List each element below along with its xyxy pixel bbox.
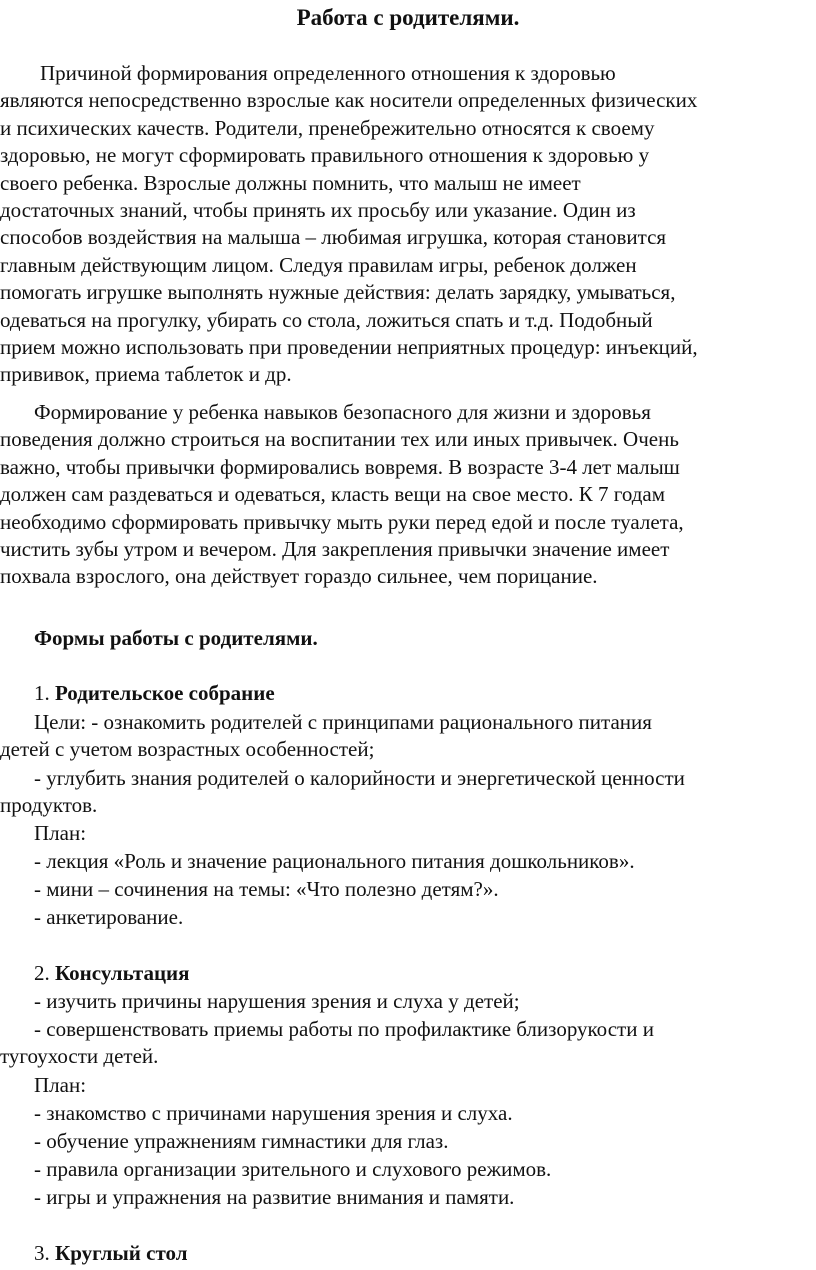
section-title: Родительское собрание: [55, 681, 275, 705]
paragraph-line: помогать игрушке выполнять нужные действия: делать зарядку, умываться,: [0, 280, 676, 305]
section-1-heading: [34, 680, 275, 707]
intro-paragraph: [0, 60, 812, 389]
section-2-goal-line: тугоухости детей.: [0, 1044, 159, 1068]
paragraph-line: чистить зубы утром и вечером. Для закрепления привычки значение имеет: [0, 537, 670, 562]
paragraph-line: поведения должно строиться на воспитании тех или иных привычек. Очень: [0, 427, 679, 452]
paragraph-line: здоровью, не могут сформировать правильного отношения к здоровью у: [0, 143, 650, 168]
section-1-goals-line: продуктов.: [0, 793, 98, 817]
section-title: Консультация: [55, 961, 190, 985]
section-1-goals-line: детей с учетом возрастных особенностей;: [0, 737, 375, 761]
section-2-plan-item: - знакомство с причинами нарушения зрения и слуха.: [34, 1101, 513, 1125]
paragraph-line: прием можно использовать при проведении неприятных процедур: инъекций,: [0, 335, 698, 360]
section-number: 2.: [34, 961, 50, 985]
paragraph-line: достаточных знаний, чтобы принять их просьбу или указание. Один из: [0, 198, 636, 223]
paragraph-line: главным действующим лицом. Следуя правилам игры, ребенок должен: [0, 252, 637, 277]
paragraph-line: своего ребенка. Взрослые должны помнить, что малыш не имеет: [0, 170, 581, 195]
paragraph-line: необходимо сформировать привычку мыть руки перед едой и после туалета,: [0, 509, 684, 534]
section-1-goals-line: - углубить знания родителей о калорийности и энергетической ценности: [34, 766, 685, 790]
paragraph-line: являются непосредственно взрослые как носители определенных физических: [0, 88, 698, 113]
paragraph-line: и психических качеств. Родители, пренебрежительно относятся к своему: [0, 115, 655, 140]
section-2-plan-item: - игры и упражнения на развитие внимания и памяти.: [34, 1185, 515, 1209]
page-title: Работа с родителями.: [296, 5, 520, 30]
paragraph-line: должен сам раздеваться и одеваться, класть вещи на свое место. К 7 годам: [0, 482, 666, 507]
paragraph-line: Формирование у ребенка навыков безопасного для жизни и здоровья: [34, 400, 651, 424]
section-2-plan-item: - обучение упражнениям гимнастики для глаз.: [34, 1129, 449, 1153]
section-number: 3.: [34, 1241, 50, 1265]
section-2-goal-line: - совершенствовать приемы работы по профилактике близорукости и: [34, 1017, 654, 1041]
paragraph-line: способов воздействия на малыша – любимая игрушка, которая становится: [0, 225, 667, 250]
section-1-plan-item: - лекция «Роль и значение рационального питания дошкольников».: [34, 849, 635, 873]
section-title: Круглый стол: [55, 1241, 188, 1265]
paragraph-line: Причиной формирования определенного отношения к здоровью: [40, 61, 616, 85]
section-2-plan-label: План:: [34, 1073, 87, 1097]
paragraph-line: прививок, приема таблеток и др.: [0, 362, 292, 387]
section-1-plan-item: - анкетирование.: [34, 905, 184, 929]
section-number: 1.: [34, 681, 50, 705]
section-2-plan-item: - правила организации зрительного и слухового режимов.: [34, 1157, 552, 1181]
habits-paragraph: [0, 399, 812, 591]
section-1-plan-item: - мини – сочинения на темы: «Что полезно детям?».: [34, 877, 499, 901]
section-2-goal-line: - изучить причины нарушения зрения и слуха у детей;: [34, 989, 520, 1013]
paragraph-line: одеваться на прогулку, убирать со стола, ложиться спать и т.д. Подобный: [0, 307, 653, 332]
section-2-heading: [34, 960, 190, 987]
forms-heading: Формы работы с родителями.: [34, 626, 318, 650]
section-1-goals-line: Цели: - ознакомить родителей с принципами рационального питания: [34, 710, 652, 734]
section-3-heading: [34, 1240, 188, 1267]
section-1-plan-label: План:: [34, 821, 87, 845]
paragraph-line: похвала взрослого, она действует гораздо сильнее, чем порицание.: [0, 564, 598, 589]
paragraph-line: важно, чтобы привычки формировались вовремя. В возрасте 3-4 лет малыш: [0, 454, 680, 479]
